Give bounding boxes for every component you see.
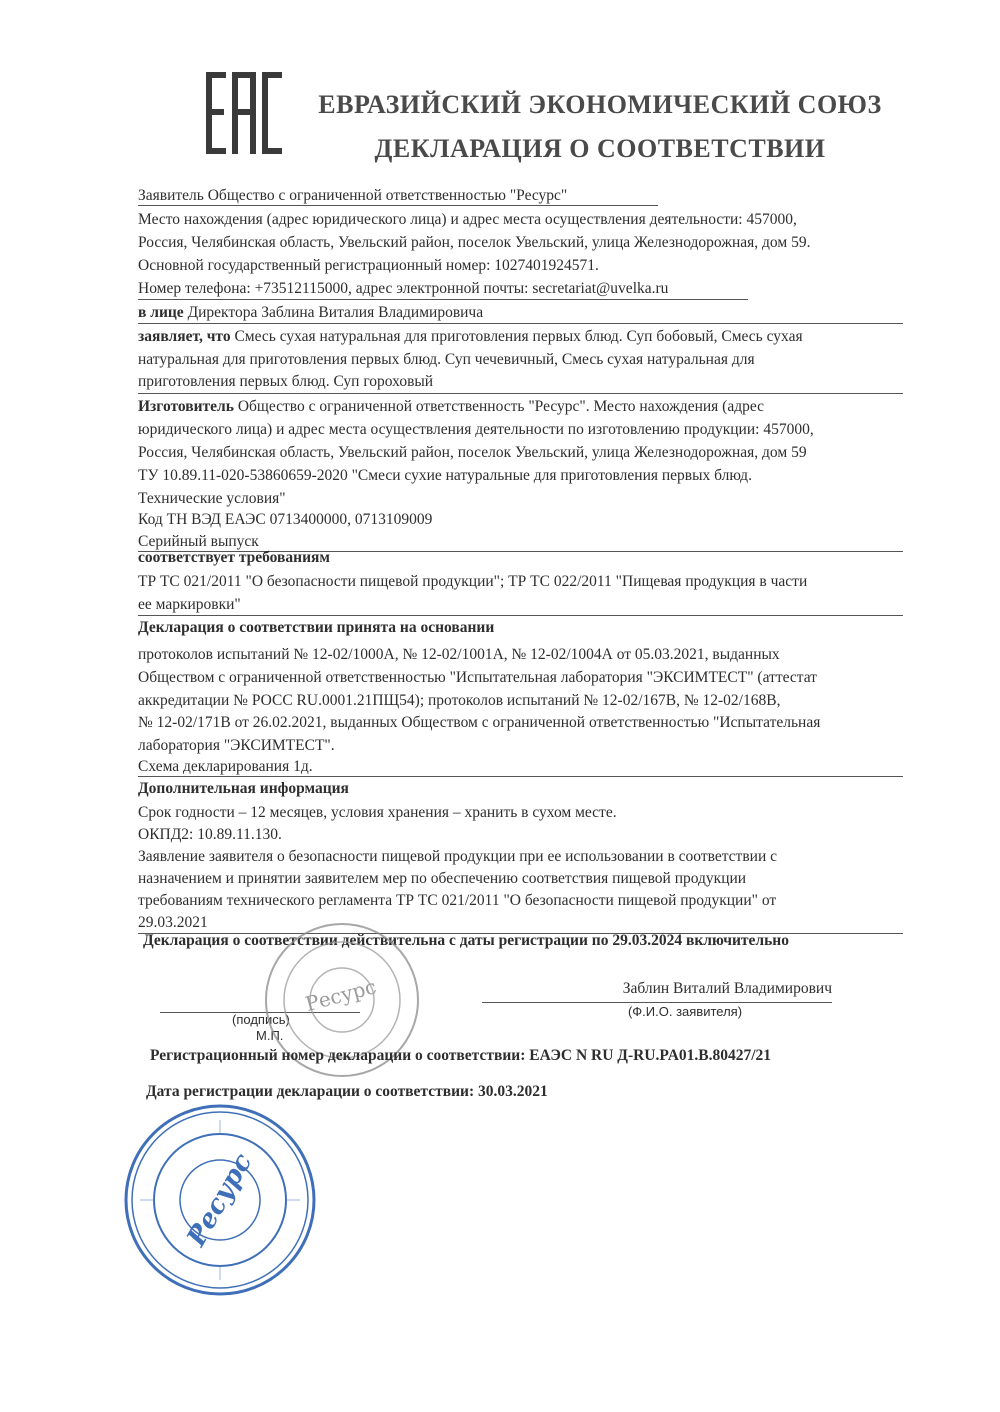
divider [138,393,903,394]
hs-code: Код ТН ВЭД ЕАЭС 0713400000, 0713109009 [138,511,433,528]
manufacturer-label: Изготовитель [138,398,234,415]
requirements-line-2: ее маркировки" [138,596,241,613]
divider [138,776,903,777]
registration-date-label: Дата регистрации декларации о соответствии: [146,1083,475,1100]
seal-text: Ресурс [181,1148,259,1252]
additional-line-1: Срок годности – 12 месяцев, условия хранения – хранить в сухом месте. [138,804,617,821]
declares-line-2: натуральная для приготовления первых блюд. Суп чечевичный, Смесь сухая натуральная для [138,351,755,368]
applicant-value: Общество с ограниченной ответственностью "Ресурс" [207,187,568,204]
registration-date: 30.03.2021 [478,1083,548,1100]
declares-text: Смесь сухая натуральная для приготовления первых блюд. Суп бобовый, Смесь сухая [234,328,803,345]
represented-by-value: Директора Заблина Виталия Владимировича [187,304,484,321]
manufacturer-line-3: Россия, Челябинская область, Увельский район, поселок Увельский, улица Железнодорожная, дом 59 [138,444,807,461]
basis-heading: Декларация о соответствии принята на основании [138,619,495,636]
applicant-line [138,186,938,206]
represented-by-line [138,303,938,323]
requirements-line-1: ТР ТС 021/2011 "О безопасности пищевой продукции"; ТР ТС 022/2011 "Пищевая продукция в части [138,573,808,590]
divider [138,205,658,206]
requirements-heading: соответствует требованиям [138,549,330,566]
applicant-contacts: Номер телефона: +73512115000, адрес электронной почты: secretariat@uvelka.ru [138,280,669,297]
basis-line-5: лаборатория "ЭКСИМТЕСТ". [138,737,335,754]
signature-name-line [482,1002,832,1003]
registration-number: ЕАЭС N RU Д-RU.PA01.B.80427/21 [529,1047,772,1064]
declares-label: заявляет, что [138,328,231,345]
declares-line-3: приготовления первых блюд. Суп гороховый [138,373,434,390]
basis-line-1: протоколов испытаний № 12-02/1000А, № 12-02/1001А, № 12-02/1004А от 05.03.2021, выданных [138,646,780,663]
additional-line-2: ОКПД2: 10.89.11.130. [138,826,282,843]
manufacturer-tu: ТУ 10.89.11-020-53860659-2020 "Смеси сухие натуральные для приготовления первых блюд. [138,467,752,484]
stamp-text: Ресурс [302,974,379,1017]
divider [138,299,748,300]
divider [138,615,903,616]
registration-date-line [146,1082,946,1102]
validity-statement: Декларация о соответствии действительна с даты регистрации по 29.03.2024 включительно [143,932,789,949]
serial-release: Серийный выпуск [138,533,259,550]
manufacturer-line-1 [138,397,938,417]
basis-line-2: Обществом с ограниченной ответственностью "Испытательная лаборатория "ЭКСИМТЕСТ" (аттестат [138,669,817,686]
org-title: ЕВРАЗИЙСКИЙ ЭКОНОМИЧЕСКИЙ СОЮЗ [318,90,882,119]
basis-line-3: аккредитации № РОСС RU.0001.21ПЩ54); протоколов испытаний № 12-02/167В, № 12-02/168В, [138,692,781,709]
manufacturer-tu-title: Технические условия" [138,490,286,507]
additional-line-3: Заявление заявителя о безопасности пищевой продукции при ее использовании в соответствии с [138,848,777,865]
additional-line-6: 29.03.2021 [138,914,208,931]
applicant-address-line-2: Россия, Челябинская область, Увельский район, поселок Увельский, улица Железнодорожная, дом 59. [138,234,811,251]
applicant-ogrn: Основной государственный регистрационный номер: 1027401924571. [138,257,599,274]
applicant-label: Заявитель [138,187,204,204]
basis-line-4: № 12-02/171В от 26.02.2021, выданных Обществом с ограниченной ответственностью "Испытательная [138,714,821,731]
registration-number-line [150,1046,950,1066]
declares-line-1 [138,327,938,347]
divider [138,323,903,324]
applicant-address-line-1: Место нахождения (адрес юридического лица) и адрес места осуществления деятельности: 457000, [138,211,797,228]
additional-line-4: назначением и принятии заявителем мер по обеспечению соответствия пищевой продукции [138,870,747,887]
declaration-scheme: Схема декларирования 1д. [138,758,313,775]
stamp-place-caption: М.П. [256,1028,284,1043]
manufacturer-text: Общество с ограниченной ответственность "Ресурс". Место нахождения (адрес [237,398,764,415]
company-seal [120,1100,320,1300]
signatory-caption: (Ф.И.О. заявителя) [627,1004,743,1019]
registration-number-label: Регистрационный номер декларации о соответствии: [150,1047,526,1064]
eac-logo [204,70,284,156]
manufacturer-line-2: юридического лица) и адрес места осуществления деятельности по изготовлению продукции: 457000, [138,421,814,438]
additional-line-5: требованиям технического регламента ТР ТС 021/2011 "О безопасности пищевой продукции" от [138,892,777,909]
represented-by-label: в лице [138,304,184,321]
signatory-name: Заблин Виталий Владимирович [622,980,832,997]
additional-heading: Дополнительная информация [138,780,349,797]
signature-caption: (подпись) [232,1012,290,1027]
document-title: ДЕКЛАРАЦИЯ О СООТВЕТСТВИИ [374,134,826,163]
